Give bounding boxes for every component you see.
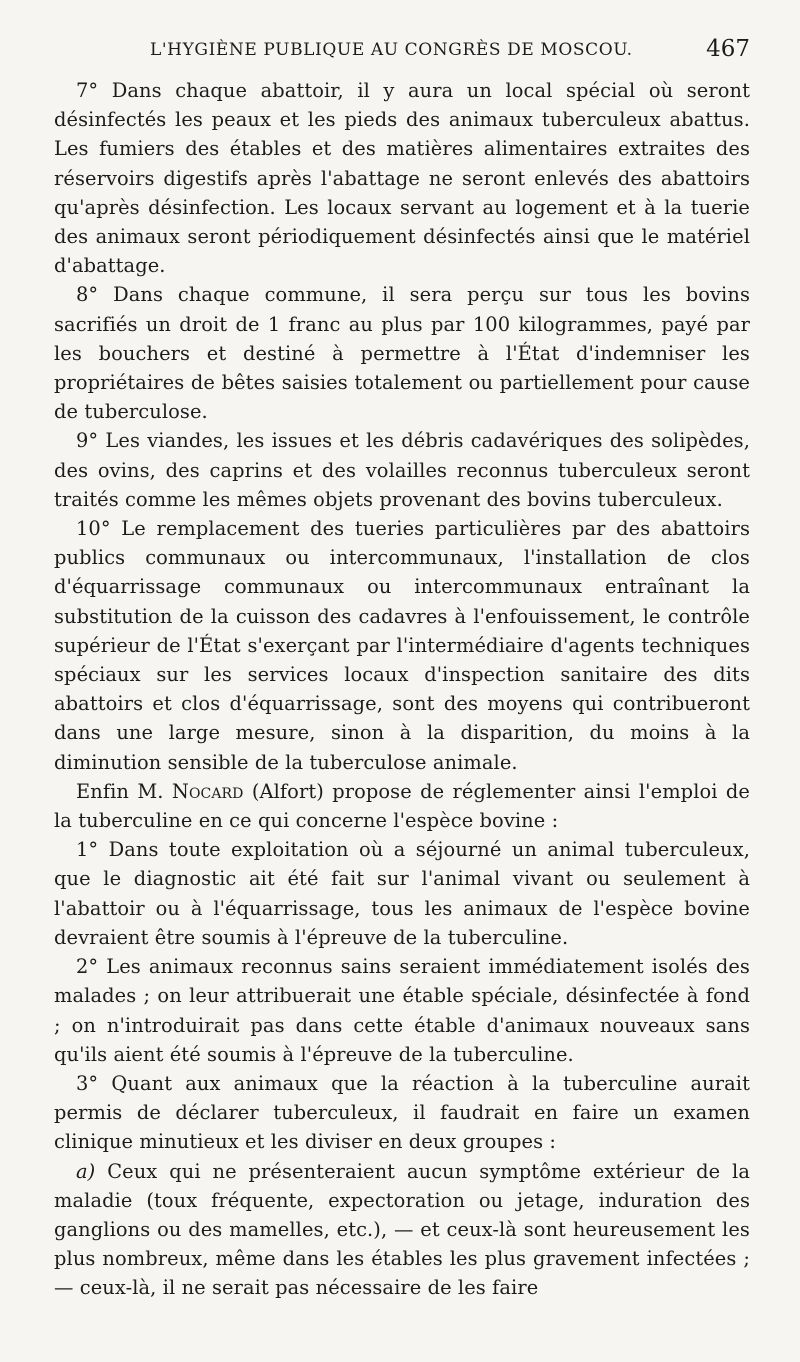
paragraph-a — [54, 1157, 750, 1303]
paragraph-3: 3° Quant aux animaux que la réaction à la tuberculine aurait permis de déclarer tuberculeux, il faudrait en faire un examen clinique minutieux et les diviser en deux groupes : — [54, 1071, 750, 1154]
paragraph-nocard — [54, 777, 750, 835]
nocard-rest: (Alfort) propose de réglementer ainsi l'emploi de la tuberculine en ce qui concerne l'espèce bovine : — [54, 779, 750, 833]
item-marker: a) — [76, 1159, 96, 1183]
paragraph-7: 7° Dans chaque abattoir, il y aura un local spécial où seront désinfectés les peaux et les pieds des animaux tuberculeux abattus. Les fumiers des étables et des matières alimentaires extraites des réservoirs digestifs après l'abattage ne seront enlevés des abattoirs qu'après désinfection. Les locaux servant au logement et à la tuerie des animaux seront périodiquement désinfectés ainsi que le matériel d'abattage. — [54, 79, 750, 278]
nocard-intro: Enfin M. — [76, 779, 172, 803]
paragraph-2: 2° Les animaux reconnus sains seraient immédiatement isolés des malades ; on leur attribuerait une étable spéciale, désinfectée à fond ; on n'introduirait pas dans cette étable d'animaux nouveaux sans qu'ils aient été soumis à l'épreuve de la tuberculine. — [54, 955, 750, 1066]
paragraph-9: 9° Les viandes, les issues et les débris cadavériques des solipèdes, des ovins, des caprins et des volailles reconnus tuberculeux seront traités comme les mêmes objets provenant des bovins tuberculeux. — [54, 429, 750, 511]
paragraph-8: 8° Dans chaque commune, il sera perçu sur tous les bovins sacrifiés un droit de 1 franc au plus par 100 kilogrammes, payé par les bouchers et destiné à permettre à l'État d'indemniser les propriétaires de bêtes saisies totalement ou partiellement pour cause de tuberculose. — [54, 283, 750, 424]
item-a-text: Ceux qui ne présenteraient aucun symptôme extérieur de la maladie (toux fréquente, expectoration ou jetage, induration des ganglions ou des mamelles, etc.), — et ceux-là sont heureusement les plus nombreux, même dans les étables les plus gravement infectées ; — ceux-là, il ne serait pas nécessaire de les faire — [54, 1159, 750, 1300]
page-number: 467 — [706, 36, 750, 62]
paragraph-1: 1° Dans toute exploitation où a séjourné un animal tuberculeux, que le diagnostic ait été fait sur l'animal vivant ou seulement à l'abattoir ou à l'équarrissage, tous les animaux de l'espèce bovine devraient être soumis à l'épreuve de la tuberculine. — [54, 838, 750, 949]
author-name: Nocard — [171, 779, 244, 803]
paragraph-10: 10° Le remplacement des tueries particulières par des abattoirs publics communaux ou intercommunaux, l'installation de clos d'équarrissage communaux ou intercommunaux entraînant la substitution de la cuisson des cadavres à l'enfouissement, le contrôle supérieur de l'État s'exerçant par l'intermédiaire d'agents techniques spéciaux sur les services locaux d'inspection sanitaire des dits abattoirs et clos d'équarrissage, sont des moyens qui contribueront dans une large mesure, sinon à la disparition, du moins à la diminution sensible de la tuberculose animale. — [54, 517, 750, 774]
page-header — [54, 30, 750, 76]
body-text — [54, 76, 750, 1303]
running-head: L'HYGIÈNE PUBLIQUE AU CONGRÈS DE MOSCOU. — [150, 40, 633, 60]
